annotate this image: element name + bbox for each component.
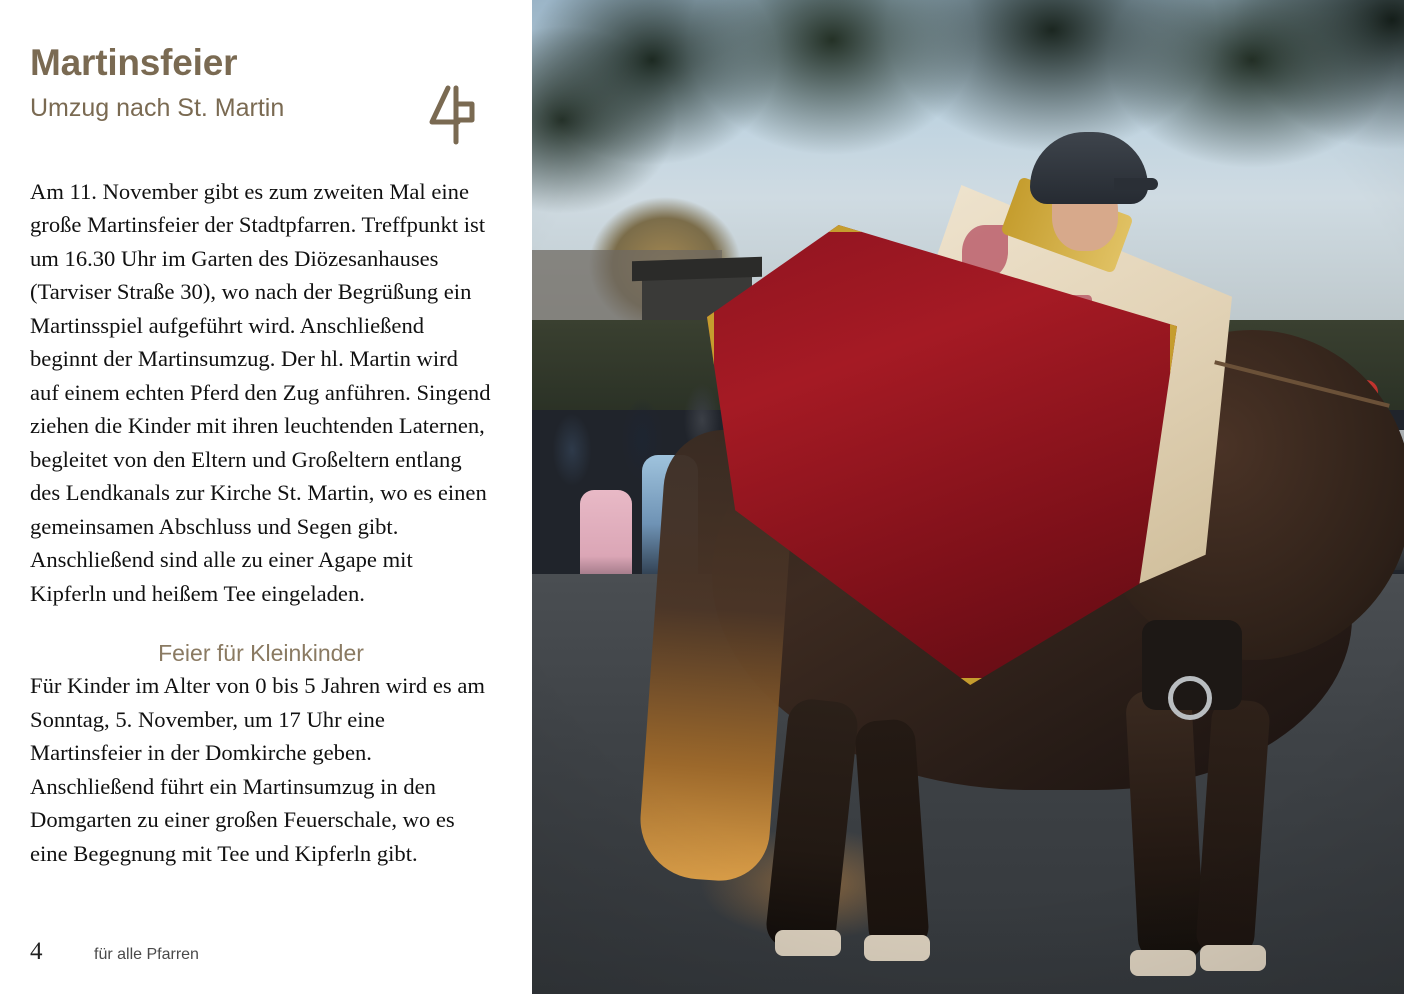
article-section-body [30,669,492,870]
photo-horse-hoof [1130,950,1196,976]
page-subtitle: Umzug nach St. Martin [30,93,285,122]
article-paragraph-main: Am 11. November gibt es zum zweiten Mal eine große Martinsfeier der Stadtpfarren. Treffpunkt ist um 16.30 Uhr im Garten des Diözesanhauses (Tarviser Straße 30), wo nach der Begrüßung ein Martinsspiel aufgeführt wird. Anschließend beginnt der Martinsumzug. Der hl. Martin wird auf einem echten Pferd den Zug anführen. Singend ziehen die Kinder mit ihren leuchtenden Laternen, begleitet von den Eltern und Großeltern entlang des Lendkanals zur Kirche St. Martin, wo es einen gemeinsamen Abschluss und Segen gibt. Anschließend sind alle zu einer Agape mit Kipferln und heißem Tee eingeladen. [30,178,491,606]
page-title: Martinsfeier [30,42,238,83]
photo-horse-hoof [1200,945,1266,971]
article-text-column [0,0,532,994]
page-number: 4 [30,938,43,965]
article-paragraph-section: Für Kinder im Alter von 0 bis 5 Jahren wird es am Sonntag, 5. November, um 17 Uhr eine Martinsfeier in der Domkirche geben. Anschließend führt ein Martinsumzug in den Domgarten zu einer großen Feuerschale, wo es eine Begegnung mit Tee und Kipferln gibt. [30,673,485,866]
photo-rider-cape [707,185,1267,705]
article-header [30,44,502,123]
photo-horse-leg [1125,688,1205,961]
article-body [30,175,492,611]
photo-horse-hoof [864,935,930,961]
footer-label: für alle Pfarren [94,946,199,963]
article-photo [532,0,1404,994]
page-footer [30,938,199,966]
article-section-heading: Feier für Kleinkinder [158,640,364,667]
cross-icon [412,82,478,148]
photo-horse-hoof [775,930,841,956]
